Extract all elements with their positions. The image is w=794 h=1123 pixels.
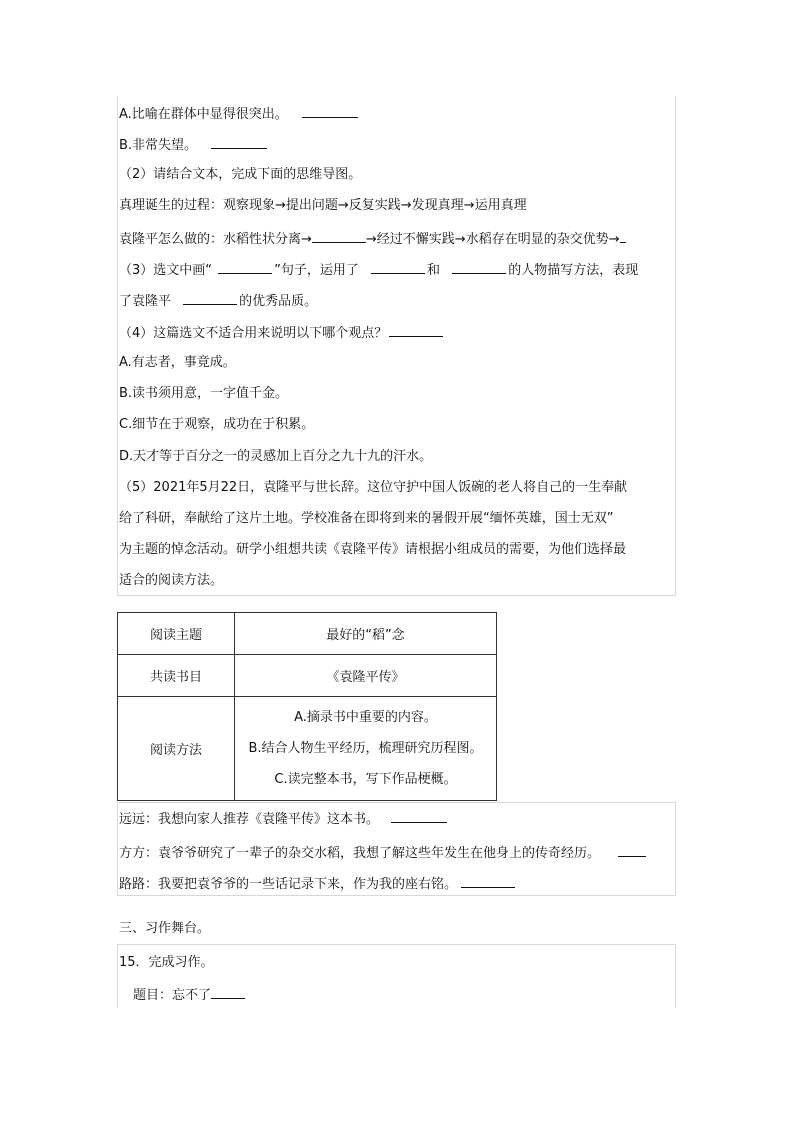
answer-lulu: 路路：我要把袁爷爷的一些话记录下来，作为我的座右铭。 [119,874,517,894]
question-15: 15．完成习作。 [119,955,214,970]
answer-blank[interactable] [312,229,366,243]
method-list [235,697,497,801]
table-row [118,697,497,801]
question-3-line2: 了袁隆平 的优秀品质。 [119,291,317,311]
option-d: D.天才等于百分之一的灵感加上百分之九十九的汗水。 [119,449,433,464]
theme-value: 最好的“稻”念 [235,613,497,655]
book-value: 《袁隆平传》 [235,655,497,697]
answer-blank[interactable] [183,291,237,305]
theme-label: 阅读主题 [118,613,235,655]
method-b: B.结合人物生平经历，梳理研究历程图。 [248,741,483,756]
method-a: A.摘录书中重要的内容。 [294,710,437,725]
reading-table [117,612,497,801]
option-b: B.读书须用意，一字值千金。 [119,386,289,401]
question-5-line4: 适合的阅读方法。 [119,573,224,588]
method-c: C.读完整本书，写下作品梗概。 [274,772,457,787]
answer-blank[interactable] [371,260,425,274]
answer-blank[interactable] [389,323,443,337]
question-3-line1: （3）选文中画“ ”句子，运用了 和 的人物描写方法，表现 [119,260,638,280]
yuan-process-line: 袁隆平怎么做的：水稻性状分离→ →经过不懈实践→水稻存在明显的杂交优势→ [119,229,626,249]
answer-blank[interactable] [211,135,267,149]
topic-blank[interactable] [211,985,245,999]
answer-blank[interactable] [391,809,447,823]
table-row [118,613,497,655]
truth-process-line: 真理诞生的过程：观察现象→提出问题→反复实践→发现真理→运用真理 [119,198,527,213]
answer-blank[interactable] [452,260,506,274]
answer-yuanyuan: 远远：我想向家人推荐《袁隆平传》这本书。 [119,809,449,829]
option-c: C.细节在于观察，成功在于积累。 [119,417,315,432]
answer-blank[interactable] [302,104,358,118]
question-2: （2）请结合文本，完成下面的思维导图。 [119,167,362,182]
table-row [118,655,497,697]
option-a-metaphor: A.比喻在群体中显得很突出。 [119,104,360,124]
question-4: （4）这篇选文不适合用来说明以下哪个观点？ [119,323,445,343]
question-5-line1: （5）2021年5月22日，袁隆平与世长辞。这位守护中国人饭碗的老人将自己的一生奉献 [119,480,628,495]
answer-blank[interactable] [461,874,515,888]
section-3-heading: 三、习作舞台。 [119,921,211,936]
answer-blank[interactable] [618,843,646,857]
option-a: A.有志者，事竟成。 [119,355,236,370]
book-label: 共读书目 [118,655,235,697]
answer-fangfang: 方方：袁爷爷研究了一辈子的杂交水稻，我想了解这些年发生在他身上的传奇经历。 [119,843,648,863]
composition-topic: 题目：忘不了 [133,985,245,1005]
question-5-line2: 给了科研，奉献给了这片土地。学校准备在即将到来的暑假开展“缅怀英雄，国士无双” [119,511,614,526]
answer-blank[interactable] [620,229,626,243]
question-5-line3: 为主题的悼念活动。研学小组想共读《袁隆平传》请根据小组成员的需要，为他们选择最 [119,542,627,557]
method-label: 阅读方法 [118,697,235,801]
answer-blank[interactable] [218,260,272,274]
option-b-disappoint: B.非常失望。 [119,135,269,155]
